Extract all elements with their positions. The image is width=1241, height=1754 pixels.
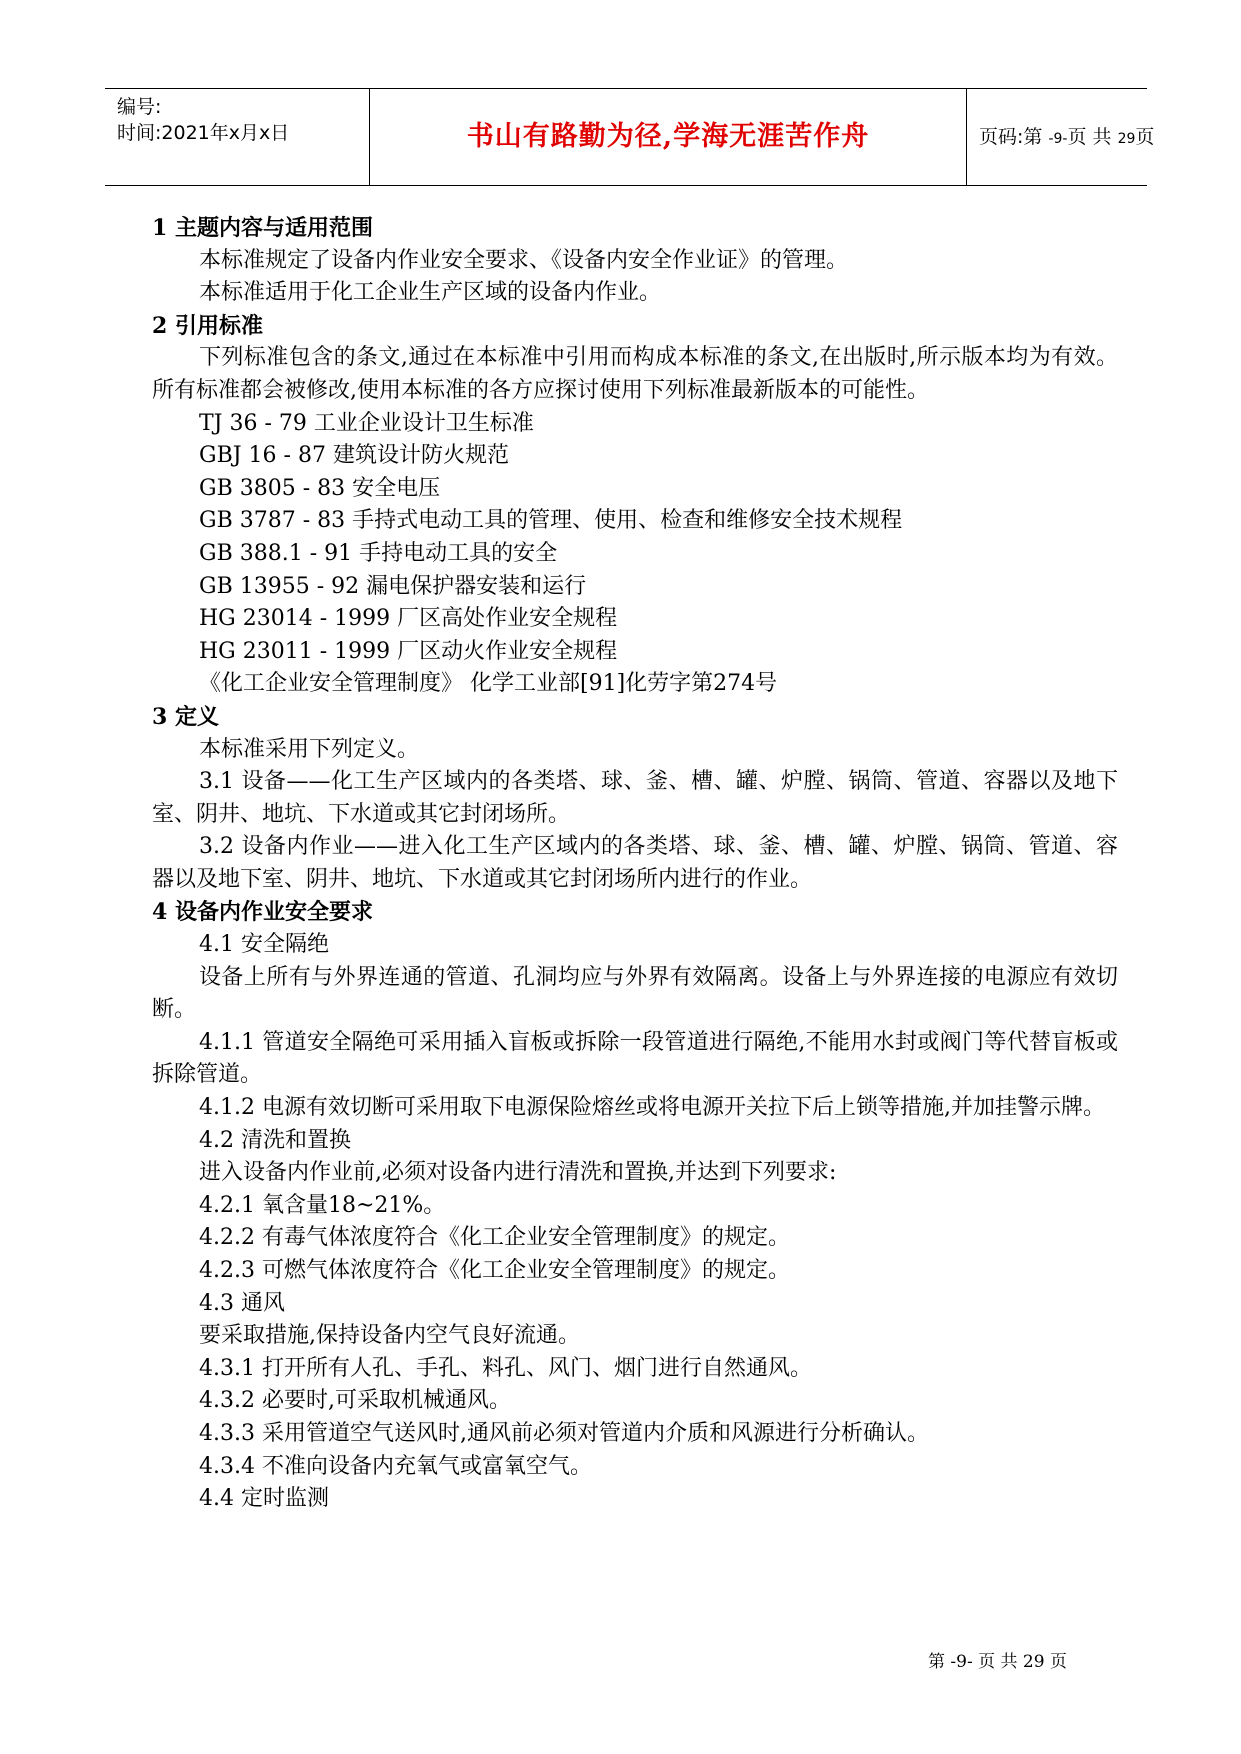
- paragraph: 4.3.3 采用管道空气送风时,通风前必须对管道内介质和风源进行分析确认。: [199, 1420, 929, 1446]
- paragraph: 下列标准包含的条文,通过在本标准中引用而构成本标准的条文,在出版时,所示版本均为有效。所有标准都会被修改,使用本标准的各方应探讨使用下列标准最新版本的可能性。: [152, 345, 1118, 403]
- reference-item: GBJ 16 - 87 建筑设计防火规范: [199, 443, 509, 469]
- paragraph: 4.3.4 不准向设备内充氧气或富氧空气。: [199, 1453, 592, 1479]
- paragraph: 本标准适用于化工企业生产区域的设备内作业。: [199, 280, 662, 306]
- paragraph: 进入设备内作业前,必须对设备内进行清洗和置换,并达到下列要求:: [199, 1160, 837, 1186]
- section-heading: 2 引用标准: [152, 312, 263, 339]
- reference-item: 《化工企业安全管理制度》 化学工业部[91]化劳字第274号: [199, 671, 778, 697]
- reference-item: GB 388.1 - 91 手持电动工具的安全: [199, 540, 558, 566]
- paragraph: 4.1.2 电源有效切断可采用取下电源保险熔丝或将电源开关拉下后上锁等措施,并加挂警示牌。: [199, 1095, 1105, 1121]
- subsection-heading: 4.3 通风: [199, 1290, 285, 1316]
- paragraph: 4.1.1 管道安全隔绝可采用插入盲板或拆除一段管道进行隔绝,不能用水封或阀门等代替盲板或拆除管道。: [152, 1029, 1118, 1088]
- paragraph: 3.1 设备——化工生产区域内的各类塔、球、釜、槽、罐、炉膛、锅筒、管道、容器以及地下室、阴井、地坑、下水道或其它封闭场所。: [152, 769, 1118, 827]
- header-motto: 书山有路勤为径,学海无涯苦作舟: [466, 121, 870, 152]
- paragraph: 本标准采用下列定义。: [199, 736, 420, 762]
- section-heading: 4 设备内作业安全要求: [152, 899, 373, 926]
- document-body: [152, 212, 1118, 1516]
- paragraph: 要采取措施,保持设备内空气良好流通。: [199, 1323, 580, 1349]
- page-footer: 第 -9- 页 共 29 页: [928, 1652, 1067, 1672]
- page-header: [105, 88, 1155, 186]
- page-num: -9-: [1048, 131, 1068, 147]
- page-total: 29: [1117, 131, 1136, 147]
- paragraph: 4.2.1 氧含量18~21%。: [199, 1192, 446, 1218]
- paragraph: 4.3.1 打开所有人孔、手孔、料孔、风门、烟门进行自然通风。: [199, 1355, 812, 1381]
- subsection-heading: 4.2 清洗和置换: [199, 1127, 351, 1153]
- reference-item: HG 23014 - 1999 厂区高处作业安全规程: [199, 606, 618, 632]
- paragraph: 4.2.3 可燃气体浓度符合《化工企业安全管理制度》的规定。: [199, 1258, 790, 1283]
- reference-item: HG 23011 - 1999 厂区动火作业安全规程: [199, 638, 618, 664]
- subsection-heading: 4.1 安全隔绝: [199, 932, 329, 958]
- page-prefix: 页码:第: [979, 126, 1043, 148]
- paragraph: 4.2.2 有毒气体浓度符合《化工企业安全管理制度》的规定。: [199, 1225, 790, 1251]
- section-heading: 3 定义: [152, 703, 219, 730]
- reference-item: GB 13955 - 92 漏电保护器安装和运行: [199, 573, 587, 599]
- time-label: 时间:2021年x月x日: [117, 122, 290, 144]
- page-mid: 页 共: [1067, 126, 1112, 148]
- page-suffix: 页: [1135, 126, 1155, 148]
- paragraph: 3.2 设备内作业——进入化工生产区域内的各类塔、球、釜、槽、罐、炉膛、锅筒、管道、容器以及地下室、阴井、地坑、下水道或其它封闭场所内进行的作业。: [152, 834, 1118, 892]
- paragraph: 本标准规定了设备内作业安全要求、《设备内安全作业证》的管理。: [199, 247, 849, 273]
- paragraph: 设备上所有与外界连通的管道、孔洞均应与外界有效隔离。设备上与外界连接的电源应有效切断。: [152, 964, 1118, 1023]
- header-meta: [117, 89, 365, 185]
- reference-item: GB 3787 - 83 手持式电动工具的管理、使用、检查和维修安全技术规程: [199, 508, 903, 534]
- paragraph: 4.3.2 必要时,可采取机械通风。: [199, 1388, 511, 1414]
- number-label: 编号:: [117, 96, 162, 118]
- subsection-heading: 4.4 定时监测: [199, 1486, 329, 1512]
- header-page-number: [967, 89, 1159, 185]
- section-heading: 1 主题内容与适用范围: [152, 215, 373, 241]
- reference-item: TJ 36 - 79 工业企业设计卫生标准: [199, 410, 534, 436]
- reference-item: GB 3805 - 83 安全电压: [199, 475, 441, 501]
